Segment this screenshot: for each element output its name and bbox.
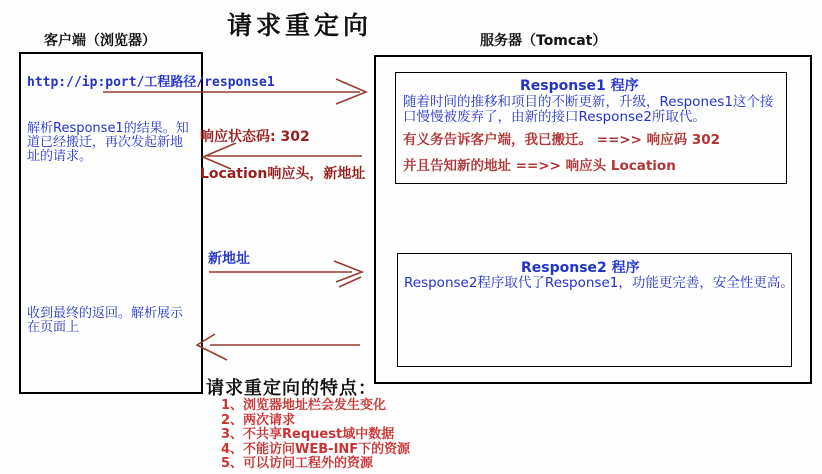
response1-body-line: 口慢慢被废弃了，由新的接口Response2所取代。 <box>403 109 706 125</box>
request1-arrow <box>103 79 366 104</box>
response1-body-line: 随着时间的推移和项目的不断更新，升级，Respones1这个接 <box>403 94 774 110</box>
features-heading: 请求重定向的特点： <box>206 378 377 399</box>
page-title: 请求重定向 <box>227 11 373 40</box>
feature-item: 2、两次请求 <box>221 412 296 428</box>
server-label: 服务器（Tomcat） <box>480 33 607 49</box>
response2-title: Response2 程序 <box>521 260 640 276</box>
new-address-label: 新地址 <box>208 251 250 267</box>
request-url-text: http://ip:port/工程路径/response1 <box>27 75 275 90</box>
parse-result-line: 解析Response1的结果。知 <box>27 121 189 136</box>
response1-note-302: 有义务告诉客户端，我已搬迁。 ==>> 响应码 302 <box>403 132 721 148</box>
receive-final-line: 收到最终的返回。解析展示 <box>27 306 184 321</box>
final-response-arrow <box>197 334 360 360</box>
parse-result-line: 址的请求。 <box>27 149 93 164</box>
client-label: 客户端（浏览器） <box>44 33 156 49</box>
receive-final-line: 在页面上 <box>27 320 80 335</box>
parse-result-line: 道已经搬迁，再次发起新地 <box>27 135 184 150</box>
response2-body: Response2程序取代了Response1，功能更完善，安全性更高。 <box>404 275 794 291</box>
request2-arrow <box>209 261 362 287</box>
status-code-label: 响应状态码: 302 <box>200 129 310 145</box>
features-list <box>221 399 410 472</box>
response1-note-location: 并且告知新的地址 ==>> 响应头 Location <box>403 158 676 174</box>
redirect-response-arrow <box>203 143 362 169</box>
location-header-label: Location响应头，新地址 <box>200 166 366 182</box>
feature-item: 3、不共享Request域中数据 <box>221 427 395 442</box>
feature-item: 1、浏览器地址栏会发生变化 <box>221 398 387 413</box>
response1-title: Response1 程序 <box>520 78 639 94</box>
feature-item: 5、可以访问工程外的资源 <box>221 456 374 471</box>
feature-item: 4、不能访问WEB-INF下的资源 <box>221 441 411 457</box>
